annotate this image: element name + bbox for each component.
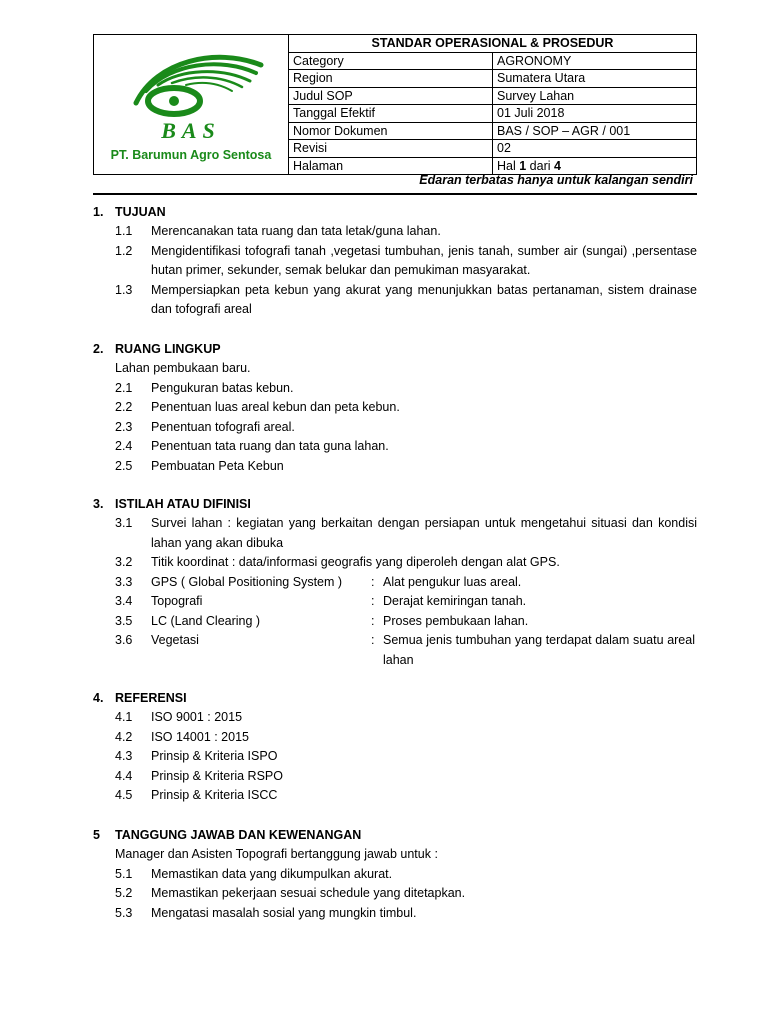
section-heading: 3. ISTILAH ATAU DIFINISI (93, 497, 251, 511)
list-item: 1.3 Mempersiapkan peta kebun yang akurat yang menunjukkan batas pertanaman, sistem drainase dan tofografi areal (115, 282, 697, 316)
section-heading: 4. REFERENSI (93, 691, 187, 705)
logo-text: BAS (161, 118, 221, 143)
nomor-label: Nomor Dokumen (289, 122, 493, 140)
page-current: 1 (519, 158, 527, 173)
header-divider (93, 193, 697, 195)
distribution-notice: Edaran terbatas hanya untuk kalangan sendiri (419, 173, 693, 187)
judul-value: Survey Lahan (493, 87, 697, 105)
list-item: 5.3 Mengatasi masalah sosial yang mungkin timbul. (115, 905, 417, 920)
list-item: 5.2 Memastikan pekerjaan sesuai schedule yang ditetapkan. (115, 886, 466, 900)
document-title: STANDAR OPERASIONAL & PROSEDUR (289, 35, 697, 53)
section-heading: 2. RUANG LINGKUP (93, 342, 221, 356)
definition-item: 3.5 LC (Land Clearing ) : Proses pembukaan lahan. (115, 613, 529, 628)
definition-item: 3.3 GPS ( Global Positioning System ) : Alat pengukur luas areal. (115, 574, 522, 589)
nomor-value: BAS / SOP – AGR / 001 (493, 122, 697, 140)
definition-item: 3.4 Topografi : Derajat kemiringan tanah. (115, 594, 527, 608)
tanggal-label: Tanggal Efektif (289, 105, 493, 123)
list-item: 3.2 Titik koordinat : data/informasi geografis yang diperoleh dengan alat GPS. (115, 555, 560, 569)
section-istilah (93, 494, 697, 670)
list-item: 5.1 Memastikan data yang dikumpulkan akurat. (115, 866, 393, 881)
list-item: 4.4 Prinsip & Kriteria RSPO (115, 768, 283, 783)
section-intro: Lahan pembukaan baru. (115, 361, 251, 375)
category-value: AGRONOMY (493, 52, 697, 70)
list-item: 4.2 ISO 14001 : 2015 (115, 729, 249, 744)
tanggal-value: 01 Juli 2018 (493, 105, 697, 123)
revisi-value: 02 (493, 140, 697, 158)
list-item: 2.4 Penentuan tata ruang dan tata guna lahan. (115, 439, 389, 453)
company-name: PT. Barumun Agro Sentosa (110, 148, 272, 162)
section-referensi (93, 688, 697, 806)
page-total: 4 (553, 158, 561, 173)
region-value: Sumatera Utara (493, 70, 697, 88)
halaman-value: Hal 1 dari 4 (493, 157, 697, 175)
revisi-label: Revisi (289, 140, 493, 158)
list-item: 1.1 Merencanakan tata ruang dan tata letak/guna lahan. (115, 224, 441, 238)
company-logo (116, 43, 266, 143)
list-item: 4.3 Prinsip & Kriteria ISPO (115, 749, 278, 763)
list-item: 2.1 Pengukuran batas kebun. (115, 380, 294, 395)
list-item: 2.3 Penentuan tofografi areal. (115, 419, 295, 434)
section-ruang-lingkup (93, 339, 697, 476)
list-item: 4.5 Prinsip & Kriteria ISCC (115, 788, 278, 802)
section-heading: 5 TANGGUNG JAWAB DAN KEWENANGAN (93, 828, 362, 842)
list-item: 4.1 ISO 9001 : 2015 (115, 710, 243, 724)
section-tujuan (93, 202, 697, 320)
region-label: Region (289, 70, 493, 88)
list-item: 1.2 Mengidentifikasi tofografi tanah ,vegetasi tumbuhan, jenis tanah, sumber air (sungai) ,persentase hutan primer, sekunder, semak belukar dan pemukiman masyarakat. (115, 243, 697, 277)
logo-cell (94, 35, 289, 175)
sop-header-table (93, 34, 697, 175)
list-item: 3.1 Survei lahan : kegiatan yang berkaitan dengan persiapan untuk mengetahui situasi dan kondisi lahan yang akan dibuka (115, 516, 697, 550)
list-item: 2.2 Penentuan luas areal kebun dan peta kebun. (115, 400, 400, 414)
section-heading: 1. TUJUAN (93, 205, 166, 219)
section-tanggung-jawab (93, 825, 697, 923)
judul-label: Judul SOP (289, 87, 493, 105)
section-intro: Manager dan Asisten Topografi bertanggung jawab untuk : (115, 847, 438, 861)
list-item: 2.5 Pembuatan Peta Kebun (115, 458, 284, 473)
category-label: Category (289, 52, 493, 70)
halaman-label: Halaman (289, 157, 493, 175)
definition-item: 3.6 Vegetasi : Semua jenis tumbuhan yang terdapat dalam suatu areal lahan (115, 633, 695, 667)
